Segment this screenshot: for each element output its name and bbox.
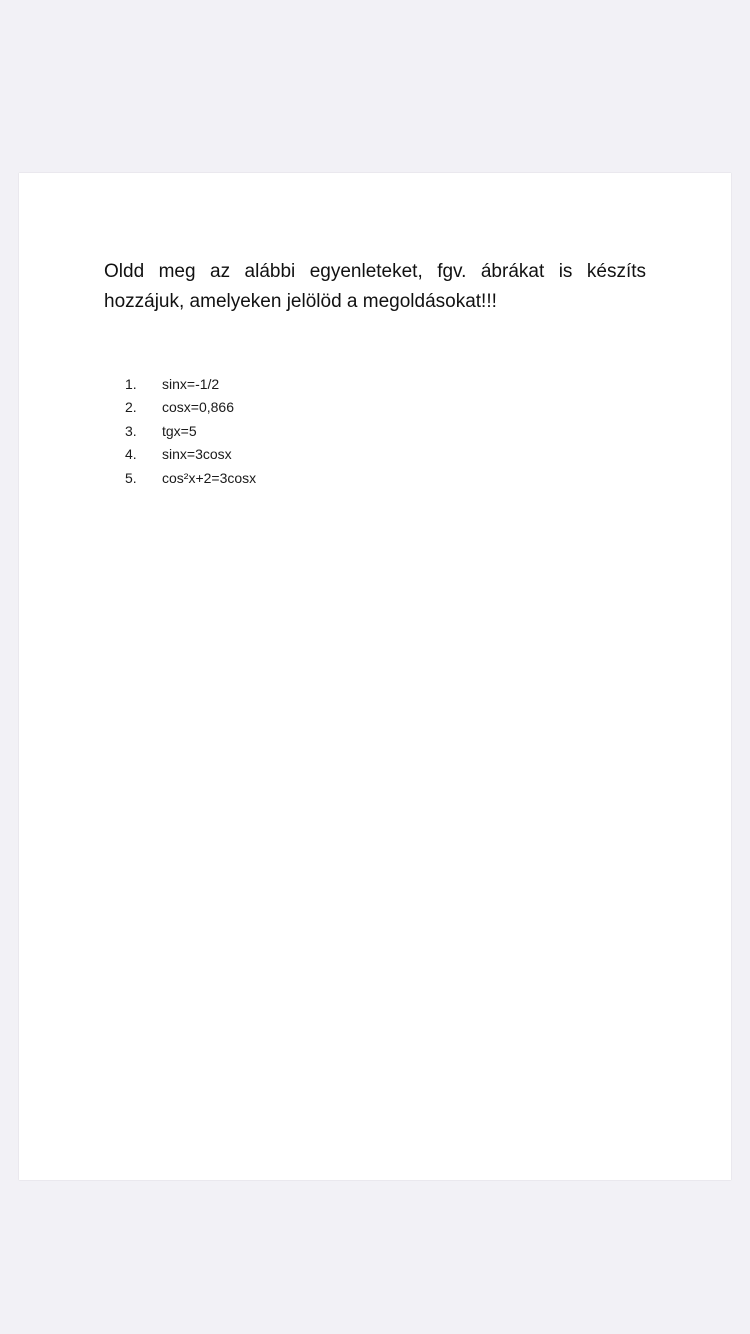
item-number: 3. bbox=[125, 422, 137, 439]
equation-text: sinx=3cosx bbox=[162, 446, 232, 463]
task-instructions: Oldd meg az alábbi egyenleteket, fgv. ábrákat is készíts hozzájuk, amelyeken jelölöd a megoldásokat!!! bbox=[104, 261, 646, 312]
list-item bbox=[125, 372, 256, 396]
equation-list bbox=[125, 372, 256, 490]
item-number: 5. bbox=[125, 469, 137, 486]
equation-text: cosx=0,866 bbox=[162, 399, 234, 416]
equation-text: cos²x+2=3cosx bbox=[162, 469, 257, 486]
item-number: 1. bbox=[125, 375, 137, 392]
equation-text: sinx=-1/2 bbox=[162, 375, 220, 392]
equation-text: tgx=5 bbox=[162, 422, 197, 439]
item-number: 2. bbox=[125, 399, 137, 416]
list-item bbox=[125, 396, 256, 420]
list-item bbox=[125, 466, 256, 490]
list-item bbox=[125, 443, 256, 467]
document-page bbox=[19, 173, 731, 1180]
list-item bbox=[125, 419, 256, 443]
item-number: 4. bbox=[125, 446, 137, 463]
